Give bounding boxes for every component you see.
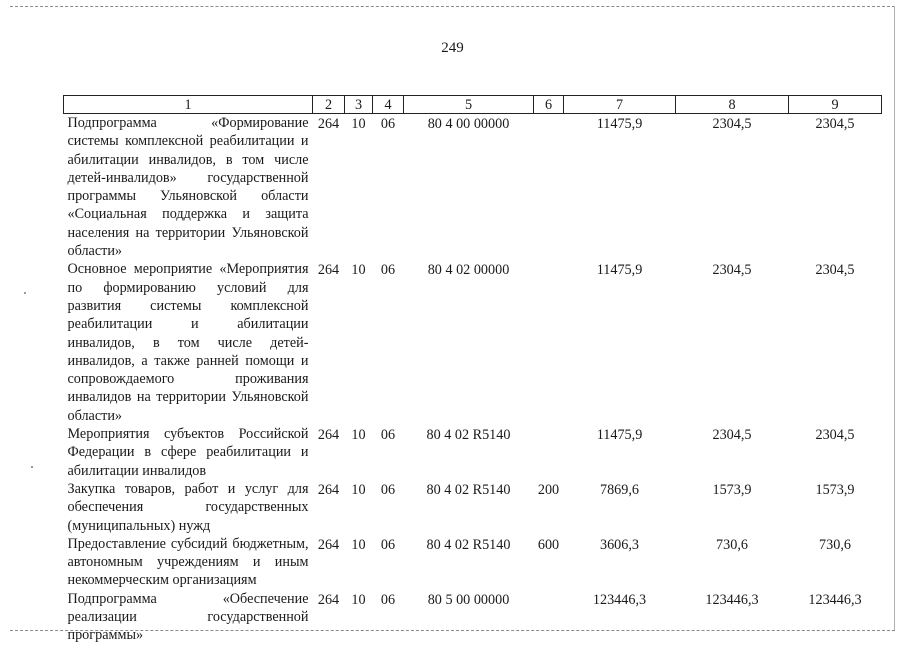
scan-speck: [31, 466, 33, 468]
scan-border-top: [10, 6, 895, 7]
cell-col8: 2304,5: [712, 427, 752, 444]
cell-col2: 264: [317, 262, 340, 279]
cell-col6: [534, 425, 564, 480]
cell-col6: [534, 260, 564, 425]
cell-col4: 06: [380, 427, 396, 444]
row-description: Подпрограмма «Обеспечение реализации государственной программы»: [67, 590, 309, 644]
scan-border-right: [894, 6, 895, 630]
cell-col3: 10: [351, 262, 366, 279]
cell-col5: 80 4 02 R5140: [426, 427, 511, 444]
table-row: [64, 480, 882, 535]
table-row: [64, 260, 882, 425]
column-header-6: 6: [534, 96, 564, 114]
table-row: [64, 425, 882, 480]
cell-col2: 264: [317, 481, 340, 498]
row-description: Предоставление субсидий бюджетным, автономным учреждениям и иным некоммерческим организациям: [67, 535, 309, 589]
cell-col5: 80 4 02 R5140: [426, 481, 511, 498]
column-header-9: 9: [789, 96, 882, 114]
cell-col7: 7869,6: [599, 481, 639, 498]
cell-col5: 80 4 02 00000: [427, 262, 510, 279]
cell-col9: 2304,5: [815, 427, 855, 444]
cell-col5: 80 4 00 00000: [427, 116, 510, 132]
cell-col5: 80 5 00 00000: [427, 591, 510, 608]
cell-col3: 10: [351, 481, 366, 498]
row-description: Мероприятия субъектов Российской Федерации в сфере реабилитации и абилитации инвалидов: [67, 426, 309, 479]
cell-col3: 10: [351, 591, 366, 608]
cell-col8: 2304,5: [712, 262, 752, 279]
cell-col2: 264: [317, 427, 340, 444]
cell-col9: 730,6: [819, 536, 851, 553]
cell-col2: 264: [317, 116, 340, 132]
cell-col4: 06: [380, 591, 396, 608]
cell-col7: 11475,9: [596, 262, 643, 279]
cell-col7: 11475,9: [596, 427, 643, 444]
cell-col9: 2304,5: [815, 116, 855, 132]
cell-col4: 06: [380, 536, 396, 553]
cell-col3: 10: [351, 536, 366, 553]
cell-col6: 600: [537, 536, 560, 553]
cell-col3: 10: [351, 427, 366, 444]
cell-col6: 200: [537, 481, 560, 498]
table-row: [64, 535, 882, 590]
table-row: [64, 590, 882, 645]
cell-col9: 123446,3: [808, 591, 862, 608]
page-number: 249: [441, 40, 464, 56]
cell-col9: 1573,9: [815, 481, 855, 498]
cell-col8: 730,6: [716, 536, 748, 553]
column-header-4: 4: [373, 96, 404, 114]
table-header-row: [64, 96, 882, 114]
scan-speck: [24, 292, 26, 294]
row-description: Подпрограмма «Формирование системы комплексной реабилитации и абилитации инвалидов, в том числе детей-инвалидов» государственной программы Ульяновской области «Социальная поддержка и защита населения на территории Ульяновской области»: [67, 115, 309, 260]
cell-col9: 2304,5: [815, 262, 855, 279]
column-header-7: 7: [564, 96, 676, 114]
cell-col7: 11475,9: [596, 116, 643, 132]
cell-col2: 264: [317, 591, 340, 608]
cell-col3: 10: [351, 116, 366, 132]
table-row: [64, 114, 882, 261]
column-header-5: 5: [404, 96, 534, 114]
cell-col5: 80 4 02 R5140: [426, 536, 511, 553]
cell-col8: 1573,9: [712, 481, 752, 498]
cell-col4: 06: [380, 116, 396, 132]
cell-col2: 264: [317, 536, 340, 553]
budget-table: [63, 95, 882, 645]
cell-col7: 123446,3: [592, 591, 647, 608]
column-header-8: 8: [676, 96, 789, 114]
column-header-1: 1: [64, 96, 313, 114]
cell-col4: 06: [380, 481, 396, 498]
cell-col8: 2304,5: [712, 116, 752, 132]
cell-col4: 06: [380, 262, 396, 279]
row-description: Закупка товаров, работ и услуг для обеспечения государственных (муниципальных) нужд: [67, 480, 309, 534]
cell-col6: [534, 114, 564, 261]
column-header-3: 3: [345, 96, 373, 114]
cell-col6: [534, 590, 564, 645]
cell-col7: 3606,3: [599, 536, 639, 553]
column-header-2: 2: [313, 96, 345, 114]
row-description: Основное мероприятие «Мероприятия по формированию условий для развития системы комплексной реабилитации и абилитации инвалидов, в том числе детей-инвалидов, а также ранней помощи и сопровождаемого проживания инвалидов на территории Ульяновской области»: [67, 261, 309, 424]
cell-col8: 123446,3: [705, 591, 759, 608]
